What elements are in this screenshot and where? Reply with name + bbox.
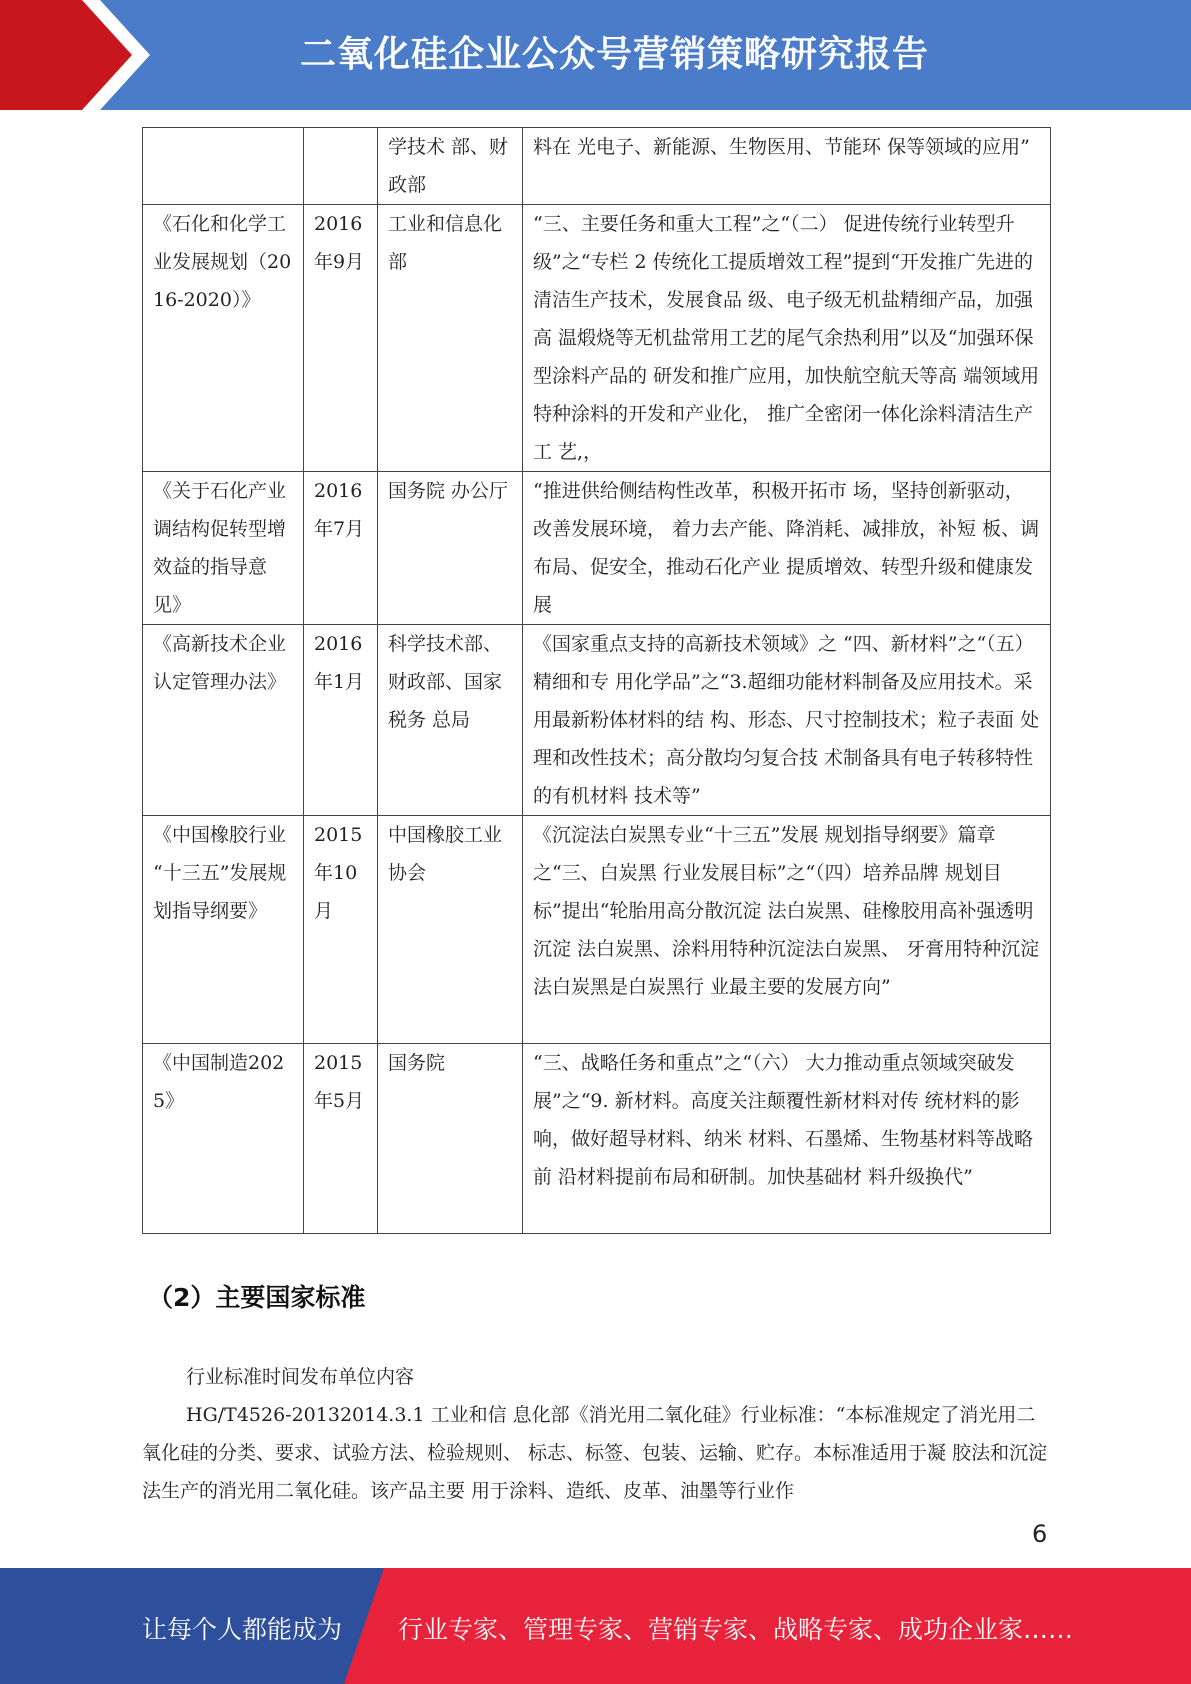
policy-date-cell: 2015年5月 bbox=[304, 1044, 378, 1234]
policy-date-cell: 2016年1月 bbox=[304, 625, 378, 816]
table-row bbox=[143, 816, 1051, 1044]
policy-content-cell: 《国家重点支持的高新技术领域》之 “四、新材料”之“（五）精细和专 用化学品”之“3.超细功能材料制备及应用技术。采用最新粉体材料的结 构、形态、尺寸控制技术；粒子表面 处理和改性技术；高分散均匀复合技 术制备具有电子转移特性的有机材料 技术等” bbox=[523, 625, 1051, 816]
policy-name-cell bbox=[143, 128, 304, 205]
section-heading: （2）主要国家标准 bbox=[148, 1283, 366, 1312]
policy-content-cell: 《沉淀法白炭黑专业“十三五”发展 规划指导纲要》篇章之“三、白炭黑 行业发展目标”之“（四）培养品牌 规划目标”提出“轮胎用高分散沉淀 法白炭黑、硅橡胶用高补强透明沉淀 法白炭黑、涂料用特种沉淀法白炭黑、 牙膏用特种沉淀法白炭黑是白炭黑行 业最主要的发展方向” bbox=[523, 816, 1051, 1044]
policy-issuer-cell: 中国橡胶工业 协会 bbox=[378, 816, 523, 1044]
policy-issuer-cell: 工业和信息化 部 bbox=[378, 205, 523, 472]
page-footer bbox=[0, 1568, 1191, 1684]
policy-date-cell bbox=[304, 128, 378, 205]
footer-slogan-left: 让每个人都能成为 bbox=[142, 1615, 343, 1644]
policy-date-cell: 2016年7月 bbox=[304, 472, 378, 625]
table-row bbox=[143, 472, 1051, 625]
policy-issuer-cell: 国务院 bbox=[378, 1044, 523, 1234]
policy-name-cell: 《关于石化产业 调结构促转型增 效益的指导意见》 bbox=[143, 472, 304, 625]
page-header bbox=[0, 0, 1191, 110]
policy-date-cell: 2015年10月 bbox=[304, 816, 378, 1044]
header-arrow-decoration bbox=[0, 0, 160, 110]
policy-name-cell: 《石化和化学工 业发展规划（2016-2020）》 bbox=[143, 205, 304, 472]
report-title: 二氧化硅企业公众号营销策略研究报告 bbox=[300, 34, 930, 75]
policy-content-cell: “三、战略任务和重点”之“（六） 大力推动重点领域突破发展”之“9. 新材料。高度关注颠覆性新材料对传 统材料的影响，做好超导材料、纳米 材料、石墨烯、生物基材料等战略前 沿材料提前布局和研制。加快基础材 料升级换代” bbox=[523, 1044, 1051, 1234]
page-number: 6 bbox=[1032, 1520, 1048, 1548]
policy-content-cell: “推进供给侧结构性改革，积极开拓市 场，坚持创新驱动，改善发展环境， 着力去产能、降消耗、减排放，补短 板、调布局、促安全，推动石化产业 提质增效、转型升级和健康发展 bbox=[523, 472, 1051, 625]
policy-name-cell: 《中国橡胶行业 “十三五”发展规划指导纲要》 bbox=[143, 816, 304, 1044]
policy-issuer-cell: 科学技术部、 财政部、国家 税务 总局 bbox=[378, 625, 523, 816]
footer-slogan-right: 行业专家、管理专家、营销专家、战略专家、成功企业家…… bbox=[398, 1615, 1074, 1644]
table-row bbox=[143, 625, 1051, 816]
policy-content-cell: 料在 光电子、新能源、生物医用、节能环 保等领域的应用” bbox=[523, 128, 1051, 205]
policy-issuer-cell: 学技术 部、财政部 bbox=[378, 128, 523, 205]
table-row bbox=[143, 1044, 1051, 1234]
policy-table bbox=[142, 127, 1051, 1234]
policy-content-cell: “三、主要任务和重大工程”之“（二） 促进传统行业转型升级”之“专栏 2 传统化工提质增效工程”提到“开发推广先进的清洁生产技术，发展食品 级、电子级无机盐精细产品，加强高 温煅烧等无机盐常用工艺的尾气余热利用”以及“加强环保型涂料产品的 研发和推广应用，加快航空航天等高 端领域用特种涂料的开发和产业化， 推广全密闭一体化涂料清洁生产工 艺,， bbox=[523, 205, 1051, 472]
body-paragraph: 行业标准时间发布单位内容 bbox=[186, 1366, 415, 1388]
table-row bbox=[143, 205, 1051, 472]
table-row bbox=[143, 128, 1051, 205]
policy-name-cell: 《中国制造2025》 bbox=[143, 1044, 304, 1234]
policy-date-cell: 2016年9月 bbox=[304, 205, 378, 472]
body-paragraph: HG/T4526-20132014.3.1 工业和信 息化部《消光用二氧化硅》行业标准：“本标准规定了消光用二氧化硅的分类、要求、试验方法、检验规则、 标志、标签、包装、运输、贮存。本标准适用于凝 胶法和沉淀法生产的消光用二氧化硅。该产品主要 用于涂料、造纸、皮革、油墨等行业作 bbox=[142, 1404, 1048, 1502]
policy-issuer-cell: 国务院 办公厅 bbox=[378, 472, 523, 625]
policy-name-cell: 《高新技术企业 认定管理办法》 bbox=[143, 625, 304, 816]
